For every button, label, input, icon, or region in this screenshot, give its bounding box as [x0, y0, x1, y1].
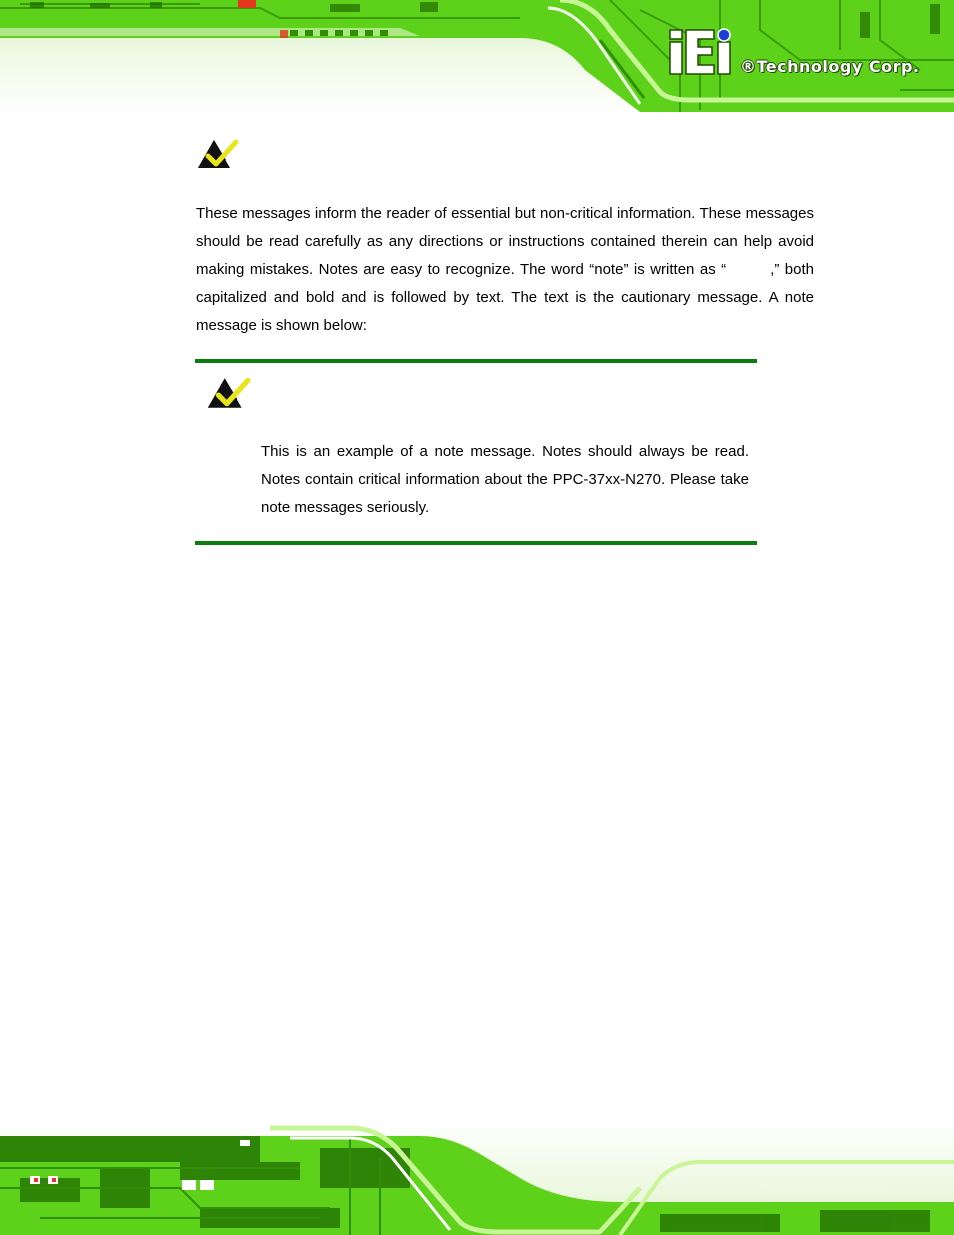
note-message-paragraph: This is an example of a note message. Notes should always be read. Notes contain critical information about the PPC-37xx-N270. Please take note messages seriously.: [261, 443, 749, 516]
intro-text-2: ,” both capitalized and bold and is followed by text. The text is the cautionary message. A note message is shown below:: [196, 261, 814, 334]
note-message-text: [261, 438, 749, 522]
page-header-banner: [0, 0, 954, 112]
note-check-icon: [205, 372, 255, 412]
page-footer-banner: [0, 1118, 954, 1235]
logo-tagline: ®Technology Corp.: [740, 57, 920, 76]
intro-quote-open: “: [721, 261, 727, 278]
intro-paragraph: [196, 200, 814, 340]
iei-logo: [668, 26, 938, 86]
pcb-footer-graphic: [0, 1118, 954, 1235]
note-check-icon: [196, 134, 242, 172]
intro-text-1: These messages inform the reader of essential but non-critical information. These messages should be read carefully as any directions or instructions contained therein can help avoid making mistakes. Notes are easy to recognize. The word “note” is written as: [196, 205, 814, 278]
